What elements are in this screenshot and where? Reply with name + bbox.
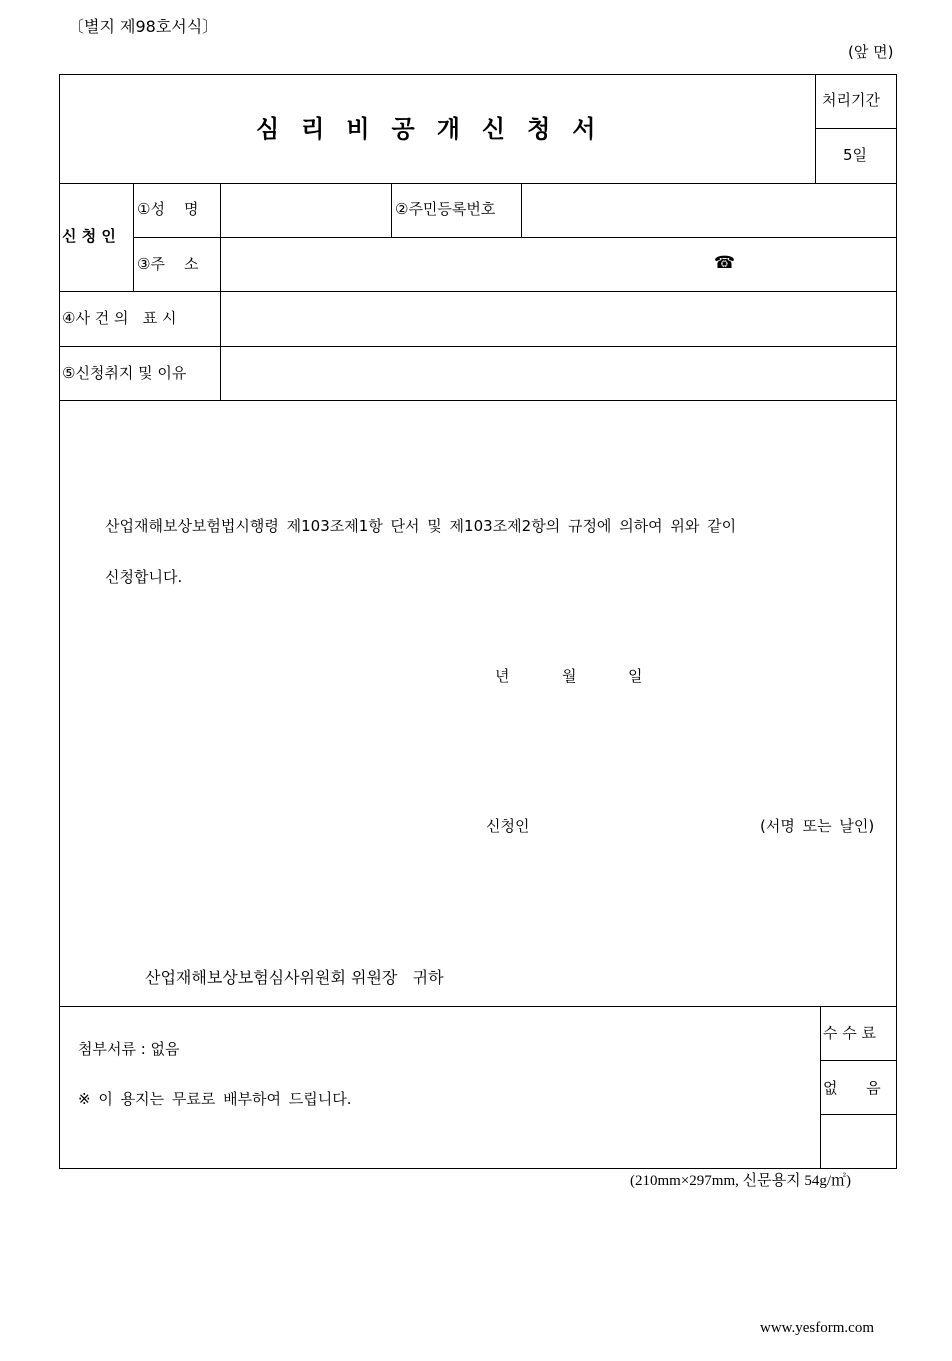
resident-number-label: ②주민등록번호 xyxy=(395,200,496,218)
signature-label: (서명 또는 날인) xyxy=(760,817,875,835)
processing-period-label: 처리기간 xyxy=(822,91,880,109)
website-link[interactable]: www.yesform.com xyxy=(760,1320,875,1336)
statement-line-2: 신청합니다. xyxy=(105,568,183,586)
date-day-label: 일 xyxy=(628,667,643,685)
date-month-label: 월 xyxy=(562,667,577,685)
form-number-label: 〔별지 제98호서식〕 xyxy=(68,17,219,36)
reason-field[interactable] xyxy=(222,348,895,399)
attachments-label: 첨부서류 : 없음 xyxy=(78,1040,180,1058)
fee-value: 없 음 xyxy=(823,1079,881,1097)
applicant-section-label: 신 청 인 xyxy=(62,227,116,245)
case-display-field[interactable] xyxy=(222,293,895,345)
name-label: ①성 명 xyxy=(137,200,199,218)
page-side-label: (앞 면) xyxy=(848,43,894,61)
free-distribution-note: ※ 이 용지는 무료로 배부하여 드립니다. xyxy=(78,1090,352,1108)
page-title: 심리비공개신청서 xyxy=(256,115,618,143)
addressee: 산업재해보상보험심사위원회 위원장 귀하 xyxy=(145,968,444,987)
address-label: ③주 소 xyxy=(137,255,199,273)
fee-label: 수 수 료 xyxy=(823,1024,877,1042)
statement-line-1: 산업재해보상보험법시행령 제103조제1항 단서 및 제103조제2항의 규정에 의하여 위와 같이 xyxy=(105,517,737,535)
address-field[interactable] xyxy=(222,239,895,290)
reason-label: ⑤신청취지 및 이유 xyxy=(62,364,187,382)
phone-icon: ☎ xyxy=(714,253,736,273)
applicant-sign-label: 신청인 xyxy=(486,817,530,835)
date-year-label: 년 xyxy=(495,667,510,685)
name-field[interactable] xyxy=(222,185,390,236)
case-display-label: ④사 건 의 표 시 xyxy=(62,309,177,327)
paper-spec: (210mm×297mm, 신문용지 54g/㎡) xyxy=(630,1173,851,1189)
resident-number-field[interactable] xyxy=(523,185,895,236)
processing-period-value: 5일 xyxy=(843,146,868,164)
